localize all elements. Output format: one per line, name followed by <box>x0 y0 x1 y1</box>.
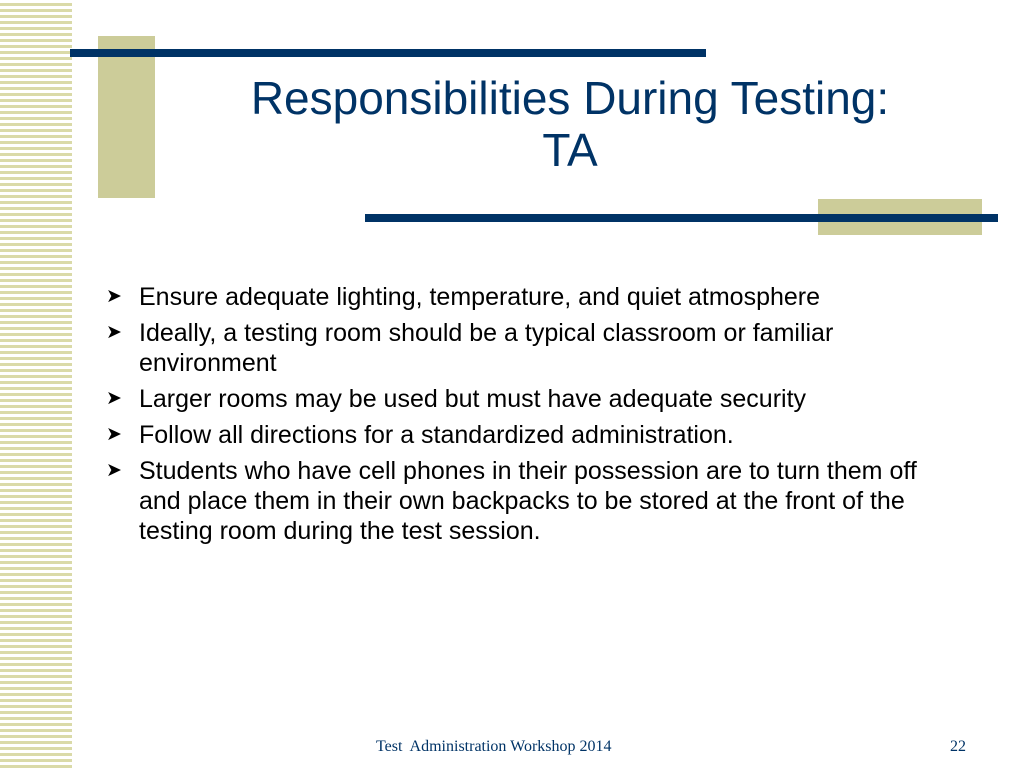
arrow-bullet-icon: ➤ <box>106 286 122 307</box>
slide-title-line2: TA <box>542 124 598 176</box>
bullet-item <box>100 456 960 546</box>
bullet-text: Ideally, a testing room should be a typical classroom or familiar environment <box>139 319 834 377</box>
bullet-item <box>100 318 960 378</box>
slide-footer: Test Administration Workshop 2014 <box>376 738 612 755</box>
slide-title-line1: Responsibilities During Testing: <box>250 72 890 124</box>
accent-block-top <box>98 36 155 198</box>
arrow-bullet-icon: ➤ <box>106 424 122 445</box>
bullet-text: Follow all directions for a standardized administration. <box>139 421 734 449</box>
arrow-bullet-icon: ➤ <box>106 388 122 409</box>
slide-page-number: 22 <box>950 738 966 755</box>
bullet-list <box>100 282 960 552</box>
bullet-text: Students who have cell phones in their possession are to turn them off and place them in their own backpacks to be stored at the front of the testing room during the test session. <box>139 457 917 545</box>
bullet-item <box>100 282 960 312</box>
decorative-stripes <box>0 0 72 768</box>
accent-line-bottom <box>365 214 998 222</box>
slide-title <box>160 72 980 176</box>
arrow-bullet-icon: ➤ <box>106 322 122 343</box>
arrow-bullet-icon: ➤ <box>106 460 122 481</box>
bullet-item <box>100 420 960 450</box>
bullet-item <box>100 384 960 414</box>
accent-line-top <box>70 49 706 57</box>
bullet-text: Ensure adequate lighting, temperature, and quiet atmosphere <box>139 283 821 311</box>
bullet-text: Larger rooms may be used but must have adequate security <box>139 385 807 413</box>
